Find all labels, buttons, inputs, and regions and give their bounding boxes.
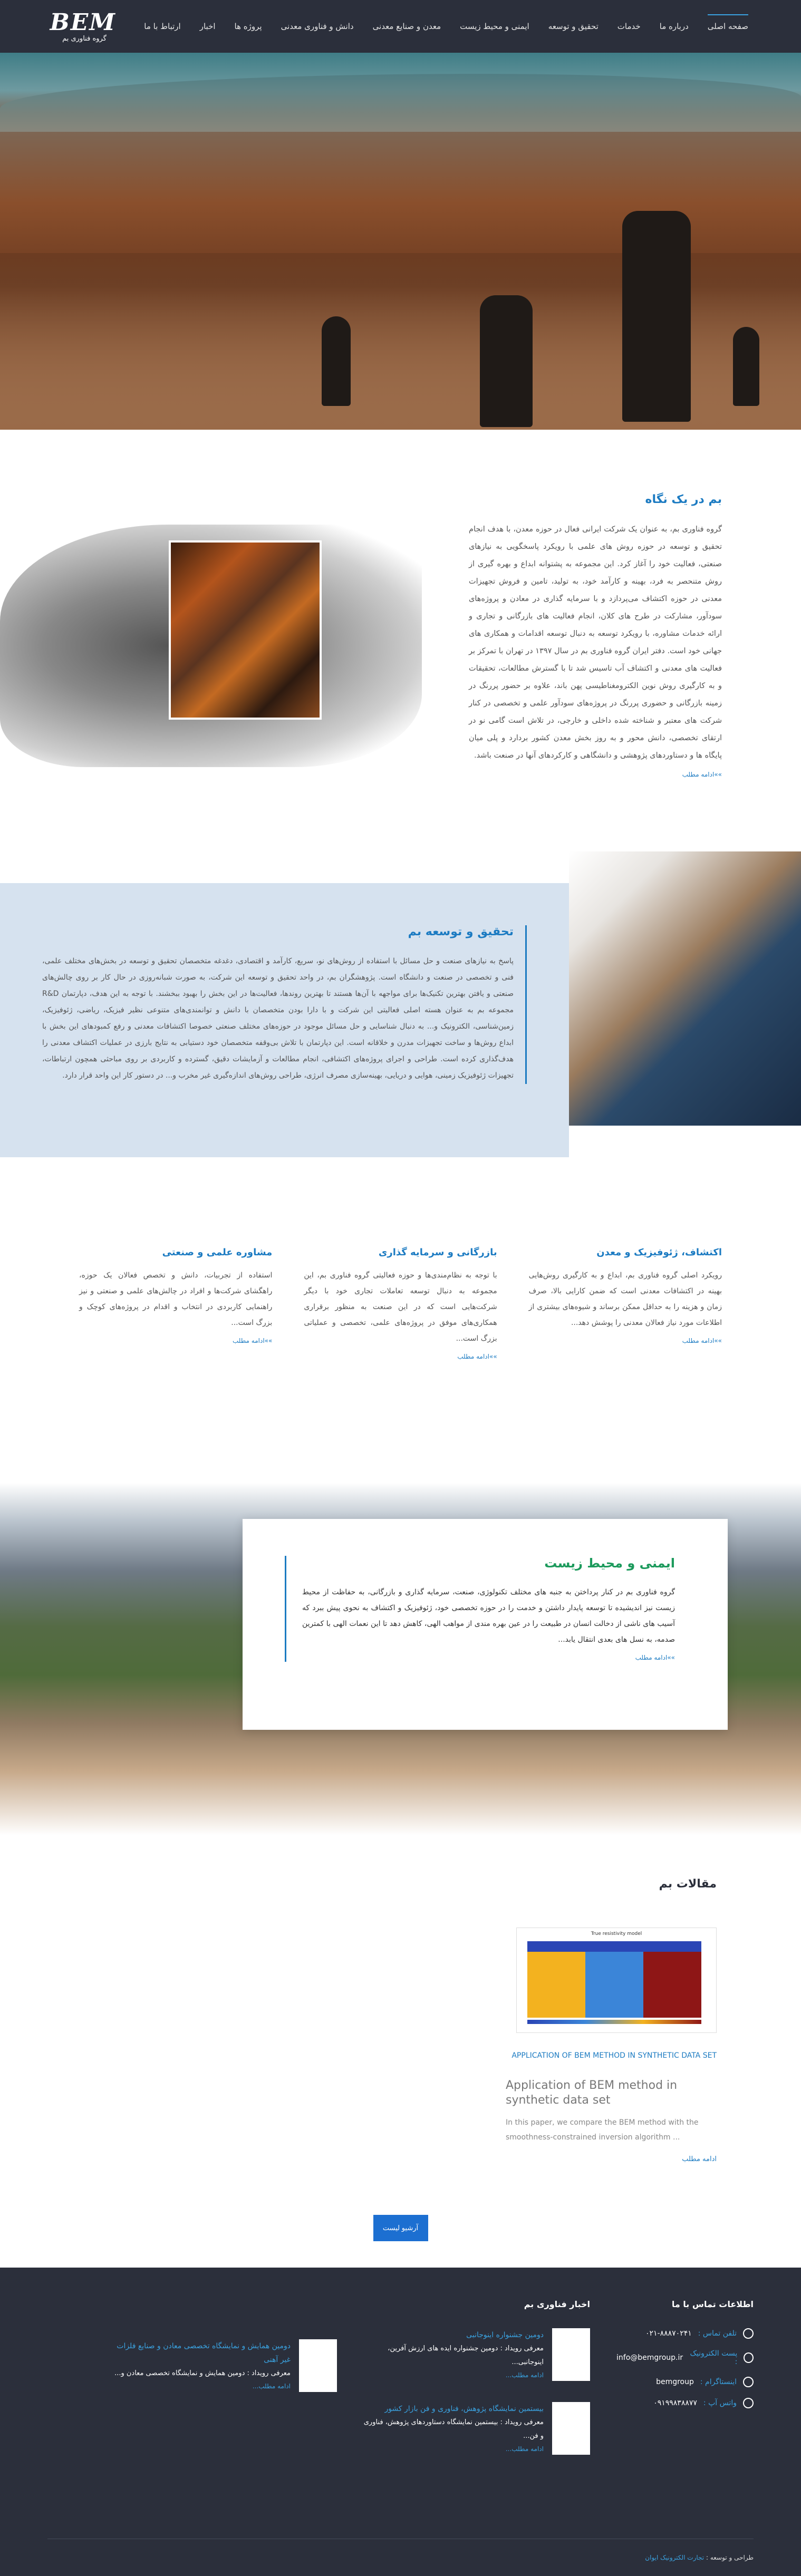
news-thumbnail [552,2402,590,2455]
service-card-commerce [304,1247,497,1361]
thumbnail-band [585,1952,643,2018]
news-item-title[interactable]: دومین جشنواره اینوجانبی [466,2331,544,2339]
service-card-exploration [529,1247,722,1361]
news-item-more[interactable]: ادامه مطلب... [505,2371,544,2379]
archive-button[interactable]: آرشیو لیست [373,2215,428,2241]
service-title: اکتشاف، ژئوفیزیک و معدن [596,1247,722,1258]
contact-phone[interactable] [616,2328,754,2339]
news-item[interactable] [110,2339,337,2392]
about-body: گروه فناوری بم، به عنوان یک شرکت ایرانی فعال در حوزه معدن، با هدف انجام تحقیق و توسعه در حوزه روش های علمی با رویکرد پاسخگویی به نیازهای صنعتی، فعالیت خود را آغاز کرد. این مجموعه به پشتوانه ابداع و بهره گیری از روش متنحصر به فرد، بهینه و کارآمد خود، به تولید، تامین و فروش تجهیزات معدنی در حوزه اکتشاف می‌پردازد و با سرمایه گذاری در معادن و پروژه‌های سودآور، مشارکت در طرح های کلان، انجام فعالیت های بازرگانی و تجاری و ارائه خدمات مشاوره، با رویکرد توسعه به دنبال توسعه اقدامات و همکاری های جهانی خود است. دفتر ایران گروه فناوری بم در سال ۱۳۹۷ در تهران با تمرکز بر فعالیت های معدنی و اکتشاف آب تاسیس شد تا با گسترش مطالعات، تحقیقات و به کارگیری روش نوین الکترومغناطیسی پهن باند، علاوه بر حضور پررنگ در زمینه بازرگانی و حضوری پررنگ در پروژه‌های سودآور علمی و تخصصی در کنار شرکت های معتبر و شناخته شده داخلی و خارجی، در تلاش است گامی نو در ارتقای تخصصی، دانش محور و به روز بخش معدن کشور بردارد و پلی میان پایگاه ها و دستاوردهای پژوهشی و دانشگاهی و کارکردهای آنها در صنعت باشد. [469,525,722,760]
hero-mountains [0,74,801,132]
hero-person [480,295,533,427]
nav-knowledge[interactable]: دانش و فناوری معدنی [281,22,354,31]
site-footer [0,2268,801,2576]
service-more-link[interactable]: »» ادامه مطلب [682,1337,722,1344]
site-logo[interactable] [50,8,116,43]
contact-label: تلفن تماس : [698,2329,737,2338]
thumbnail-band [527,1941,701,1952]
articles-heading: مقالات بم [659,1877,717,1891]
contact-value: ۰۹۱۹۹۸۳۸۸۷۷ [653,2399,697,2407]
about-title: بم در یک نگاه [645,493,722,506]
news-item-body: معرفی رویداد : بیستمین نمایشگاه دستاوردهای پژوهش، فناوری و فن... [363,2418,544,2440]
thumbnail-band [527,1952,585,2018]
instagram-icon [743,2377,754,2387]
article-thumbnail [516,1928,717,2033]
rd-title: تحقیق و توسعه بم [408,925,514,938]
logo-subtitle: گروه فناوری بم [62,34,107,43]
logo-mark: BEM [50,8,116,36]
footer-contact [616,2299,754,2476]
about-images [0,493,469,820]
service-card-consulting [79,1247,272,1361]
thumbnail-band [643,1952,701,2018]
copyright-link[interactable]: تجارت الکترونیک ایوان [645,2554,705,2561]
service-title: بازرگانی و سرمایه گذاری [378,1247,497,1258]
footer-news-col-2 [110,2299,337,2476]
news-title: اخبار فناوری بم [524,2299,590,2309]
contact-whatsapp[interactable] [616,2398,754,2408]
article-card[interactable] [506,1928,717,2163]
environment-body: گروه فناوری بم در کنار پرداختن به جنبه های مختلف تکنولوژی، صنعت، سرمایه گذاری و بازرگانی، به حفاظت از محیط زیست نیز اندیشیده تا توسعه پایدار داشتن و خدمت را در حوزه تخصصی خود، ژئوفیزیک و اکتشاف به نحوی پیش ببرد که آسیب های ناشی از دخالت انسان در طبیعت را در عین بهره مندی از مواهب الهی، کاهش دهد تا این نعمات الهی با کمترین صدمه، به نسل های بعدی انتقال یابد... [302,1588,675,1644]
contact-instagram[interactable] [616,2377,754,2387]
rd-inner [42,925,527,1084]
hero-person [622,211,691,422]
about-text [469,493,722,820]
nav-news[interactable]: اخبار [199,22,216,31]
thumbnail-caption: True resistivity model [591,1931,642,1936]
contact-value: ۰۲۱-۸۸۸۷۰۲۴۱ [645,2329,692,2338]
about-more-link[interactable]: »» ادامه مطلب [682,771,722,778]
contact-value: info@bemgroup.ir [616,2354,683,2362]
service-more-link[interactable]: »» ادامه مطلب [457,1353,497,1360]
environment-inner [285,1556,675,1662]
site-header [0,0,801,53]
email-icon [744,2352,754,2363]
hero-person [733,327,759,406]
nav-mining[interactable]: معدن و صنایع معدنی [372,22,441,31]
news-item[interactable] [363,2328,590,2381]
article-en-title[interactable]: APPLICATION OF BEM METHOD IN SYNTHETIC DATA SET [512,2051,717,2060]
nav-projects[interactable]: پروژه ها [234,22,262,31]
contact-label: اینستاگرام : [700,2378,737,2386]
rd-section [0,851,801,1126]
footer-columns [47,2299,754,2476]
spacer [0,2241,801,2268]
news-item-title[interactable]: بیستمین نمایشگاه پژوهش، فناوری و فن بازار کشور [384,2405,544,2413]
article-more-link[interactable]: ادامه مطلب [682,2155,717,2163]
hero-image [0,53,801,430]
service-title: مشاوره علمی و صنعتی [162,1247,273,1258]
rd-body: پاسخ به نیازهای صنعت و حل مسائل با استفاده از روش‌های نو، سریع، کارآمد و اقتصادی، دغدغه متخصصان تحقیق و توسعه در بخش‌های مختلف علمی، فنی و تخصصی در صنعت و دانشگاه است. پژوهشگران بم، در واحد تحقیق و توسعه این شرکت، به صورت شبانه‌روزی در حال کار بر روی چالش‌های صنعتی و یافتن بهترین تکنیک‌ها برای مواجهه با آن‌ها هستند تا بهترین روندها، فعالیت‌ها در این بخش را بهبود ببخشند. با توجه به این هدف، دپارتمان R&D مجموعه بم به عنوان هسته اصلی فعالیتی این شرکت و با دارا بودن متخصصان با دانش و توانمندی‌های متنوعی نظیر فیزیک، ریاضی، ژئوفیزیک، زمین‌شناسی، الکترونیک و... به دنبال شناسایی و حل مسائل موجود در حوزه‌های مختلف صنعتی خصوصا اکتشافات معدنی و رفع کمبودهای این بخش با ابداع روش‌ها و ساخت تجهیزات مدرن و خلاقانه است. این دپارتمان با تلاش بی‌وقفه متخصصان خود دستیابی به نتایج بارزی در عملیات اکتشاف معدنی را هدف‌گذاری کرده است. طراحی و اجرای پروژه‌های اکتشافی، انجام مطالعات و آزمایشات دقیق، گسترده و کاربردی بر روی مباحثی همچون ارتباطات، تجهیزات ژئوفیزیک زمینی، هوایی و دریایی، بهینه‌سازی مصرف انرژی، طراحی روش‌های اندازه‌گیری غیر مخرب و... در دستور کار این واحد قرار دارد. [42,957,514,1080]
about-section [0,430,801,851]
news-item-more[interactable]: ادامه مطلب... [252,2383,291,2390]
services-section [0,1126,801,1424]
copyright [645,2554,754,2561]
ore-rock-image [169,540,322,720]
phone-icon [743,2328,754,2339]
thumbnail-colorbar [527,2020,701,2024]
environment-title: ایمنی و محیط زیست [544,1556,675,1571]
contact-label: واتس آپ : [703,2399,737,2407]
copyright-prefix: طراحی و توسعه : [706,2554,754,2561]
environment-card [243,1519,728,1730]
contact-title: اطلاعات تماس با ما [671,2299,754,2309]
article-excerpt: In this paper, we compare the BEM method with the smoothness-constrained inversion algorithm ... [506,2118,699,2142]
service-body: با توجه به نظام‌مندی‌ها و حوزه فعالیتی گروه فناوری بم، این مجموعه به دنبال توسعه تعاملات تجاری خود با دیگر شرکت‌هایی است که در این صنعت به منظور برقراری همکاری‌های موفق در پروژه‌های علمی، تخصصی و عملیاتی بزرگ است... [304,1271,497,1343]
contact-label: پست الکترونیک : [690,2349,738,2366]
nav-about[interactable]: درباره ما [659,22,689,31]
contact-email[interactable] [616,2349,754,2366]
nav-home[interactable]: صفحه اصلی [708,3,748,50]
nav-safety[interactable]: ایمنی و محیط زیست [460,22,529,31]
service-body: استفاده از تجربیات، دانش و تخصص فعالان یک حوزه، راهگشای شرکت‌ها و افراد در چالش‌های علمی و صنعتی و نیز راهنمایی کاربردی در انتخاب و اقدام در پروژه‌های کوچک و بزرگ است... [79,1271,273,1327]
news-item-title[interactable]: دومین همایش و نمایشگاه تخصصی معادن و صنایع فلزات غیر آهنی [117,2342,291,2364]
environment-more-link[interactable]: »» ادامه مطلب [635,1654,675,1661]
news-item[interactable] [363,2402,590,2455]
whatsapp-icon [743,2398,754,2408]
service-more-link[interactable]: »» ادامه مطلب [233,1337,272,1344]
contact-value: bemgroup [656,2378,694,2386]
news-item-body: معرفی رویداد : دومین همایش و نمایشگاه تخصصی معادن و... [114,2369,291,2377]
main-nav [116,3,748,50]
nav-services[interactable]: خدمات [617,22,641,31]
news-thumbnail [552,2328,590,2381]
nav-rd[interactable]: تحقیق و توسعه [548,22,599,31]
hero-person [322,316,351,406]
service-body: رویکرد اصلی گروه فناوری بم، ابداع و به کارگیری روش‌هایی بهینه در اکتشافات معدنی است که ضمن کارایی بالا، صرف زمان و هزینه را به حداقل ممکن برساند و شیوه‌های بیشتری از اطلاعات مورد نیاز فعالان معدنی را پوشش دهد... [528,1271,722,1327]
news-item-body: معرفی رویداد : دومین جشنواره ایده های ارزش آفرین، اینوجانبی... [388,2345,544,2366]
news-item-more[interactable]: ادامه مطلب... [505,2445,544,2453]
nav-contact[interactable]: ارتباط با ما [144,22,181,31]
news-thumbnail [299,2339,337,2392]
articles-section [0,1835,801,2215]
rd-box [0,883,569,1157]
footer-news-col [363,2299,590,2476]
environment-section [0,1435,801,1835]
circuit-board-image [569,851,801,1126]
article-title[interactable]: Application of BEM method in synthetic data set [506,2079,678,2107]
